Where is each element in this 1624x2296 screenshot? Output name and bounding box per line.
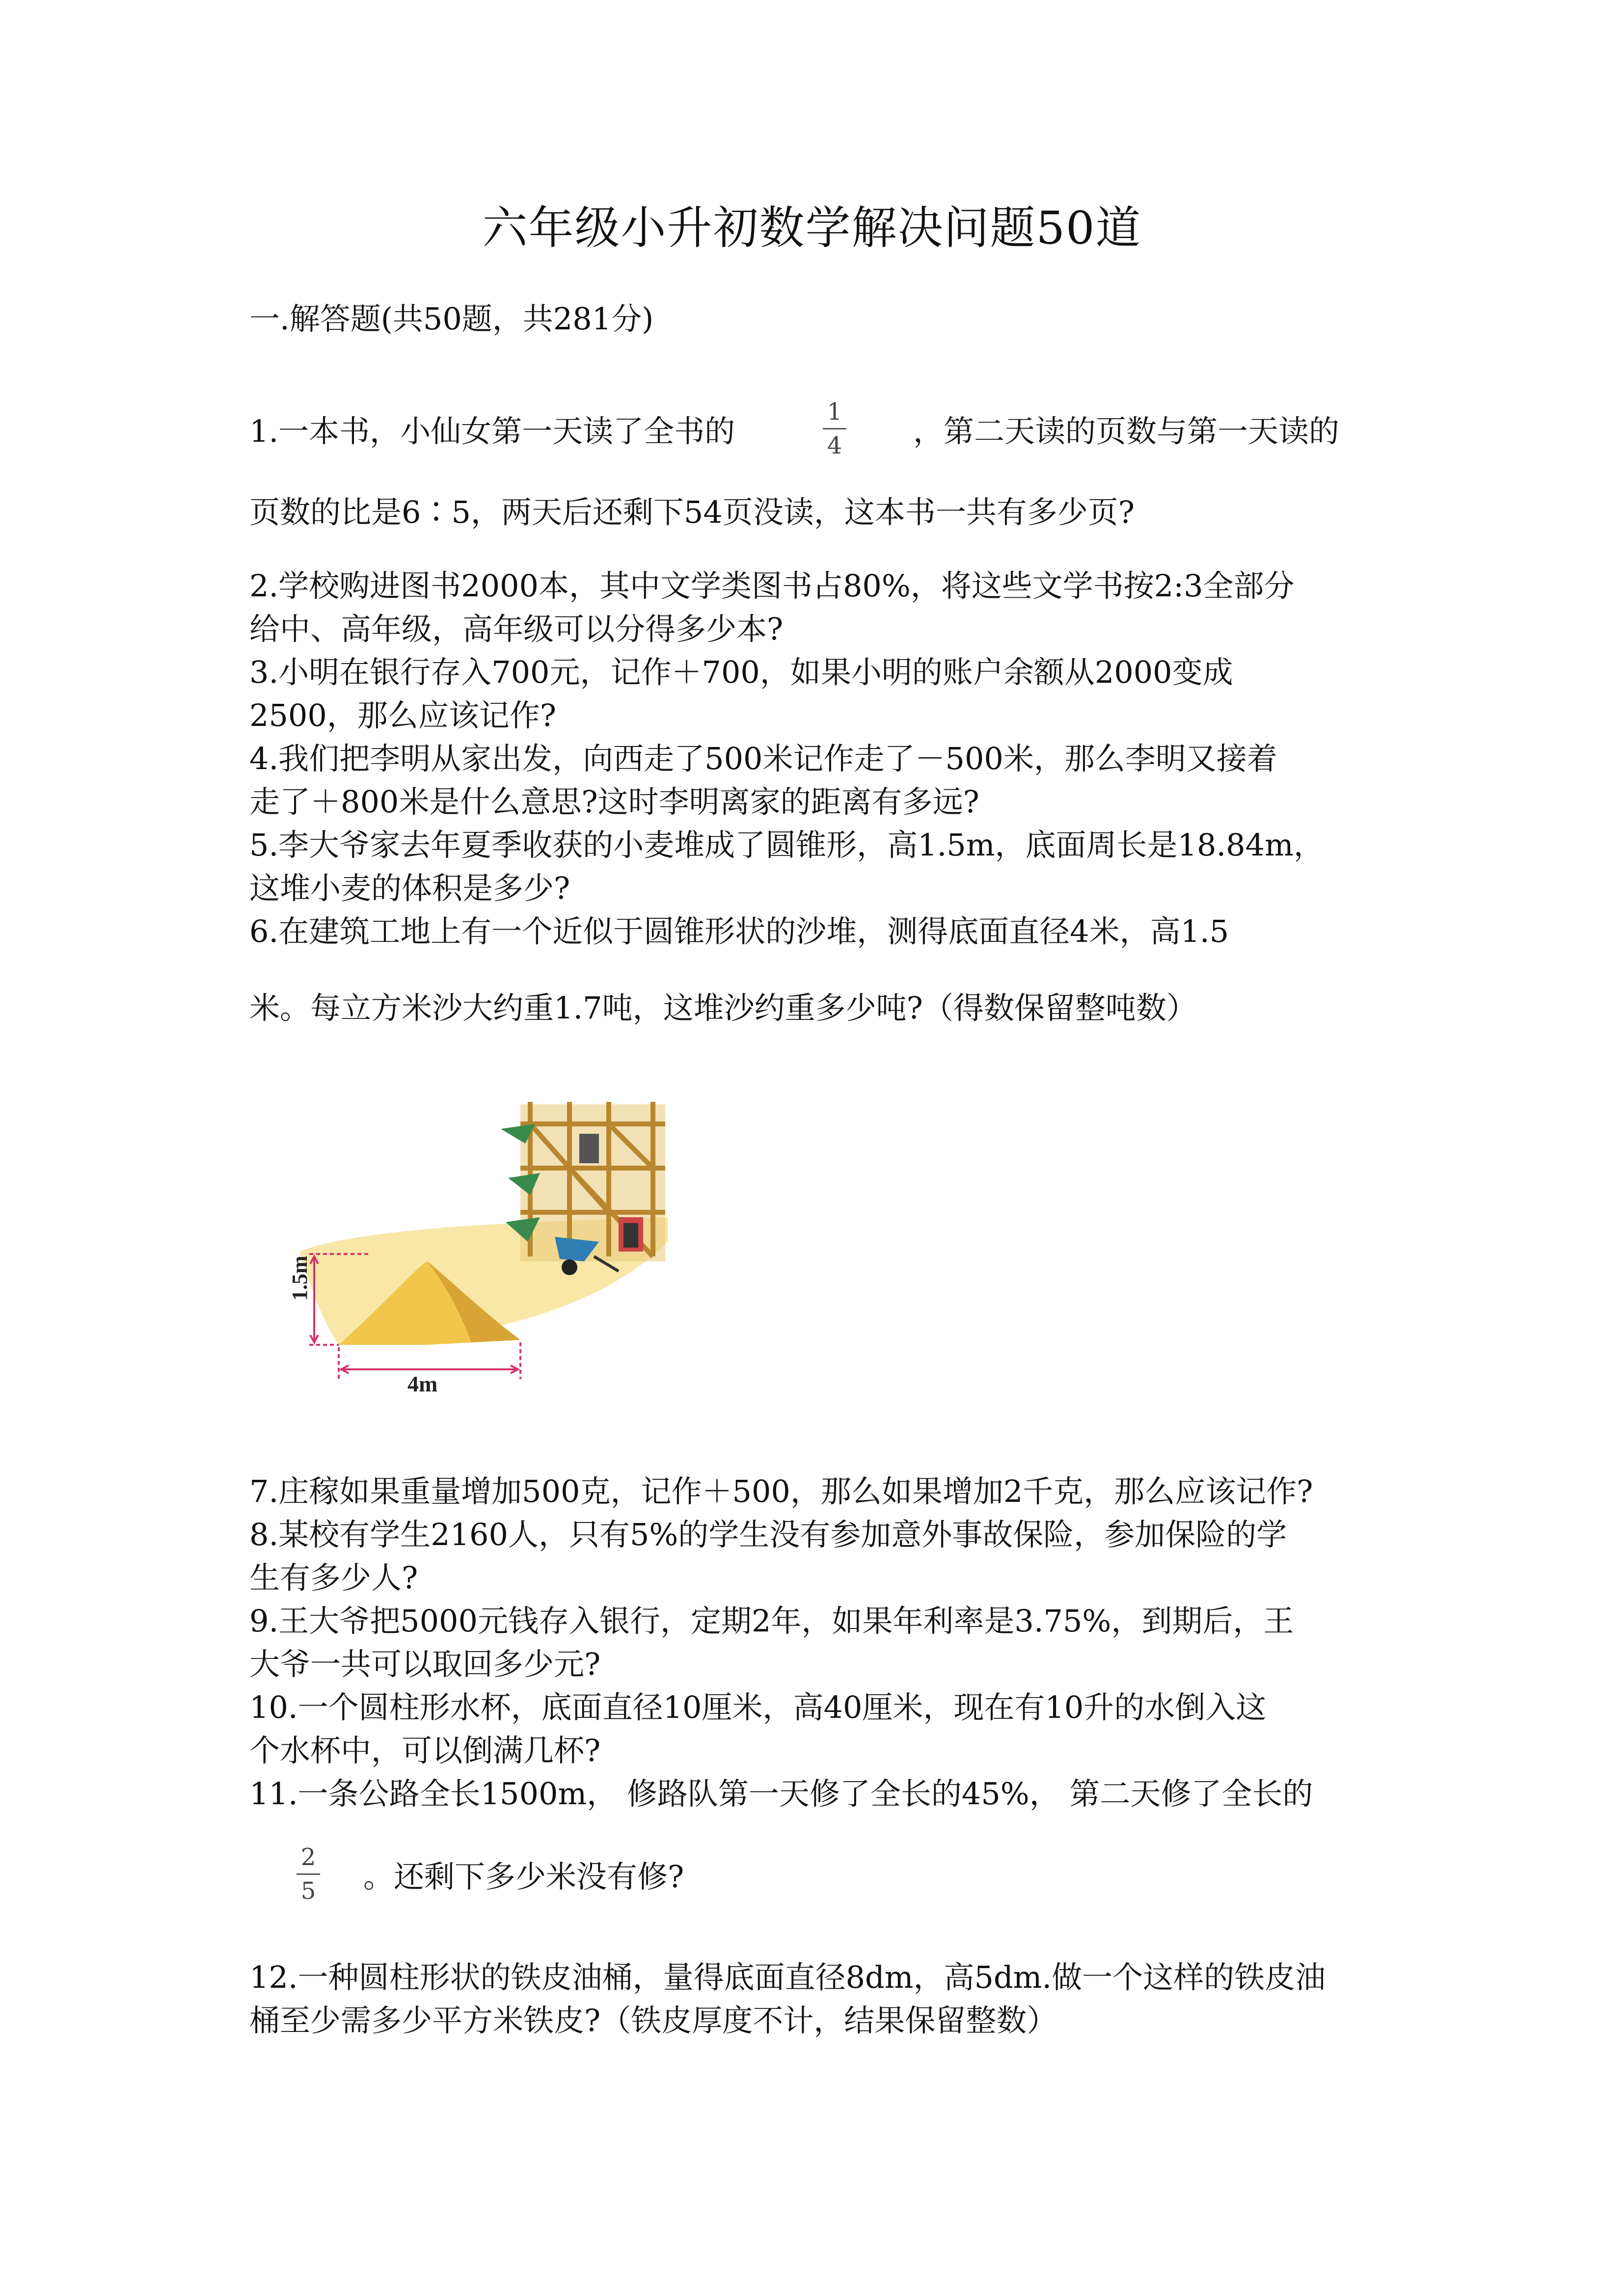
section-heading: 一.解答题(共50题，共281分)	[249, 301, 654, 337]
q4-line2: 走了＋800米是什么意思?这时李明离家的距离有多远?	[249, 784, 979, 820]
q4-line1: 4.我们把李明从家出发，向西走了500米记作走了－500米，那么李明又接着	[249, 741, 1277, 776]
q11-fraction-denominator: 5	[300, 1877, 316, 1905]
q6-line2: 米。每立方米沙大约重1.7吨，这堆沙约重多少吨?（得数保留整吨数）	[249, 990, 1197, 1026]
q11-line2-after: 。还剩下多少米没有修?	[363, 1859, 684, 1895]
q11-fraction-numerator: 2	[300, 1843, 316, 1871]
q9-line2: 大爷一共可以取回多少元?	[249, 1646, 601, 1682]
q12-line1: 12.一种圆柱形状的铁皮油桶，量得底面直径8dm，高5dm.做一个这样的铁皮油	[249, 1959, 1326, 1995]
q3-line1: 3.小明在银行存入700元，记作＋700，如果小明的账户余额从2000变成	[249, 654, 1233, 690]
q11-fraction-bar	[297, 1873, 320, 1875]
q1-fraction-numerator: 1	[827, 398, 842, 426]
q7-line1: 7.庄稼如果重量增加500克，记作＋500，那么如果增加2千克，那么应该记作?	[249, 1473, 1313, 1509]
q1-fraction-denominator: 4	[827, 432, 842, 459]
height-label: 1.5m	[288, 1255, 312, 1301]
q3-line2: 2500，那么应该记作?	[249, 697, 557, 733]
scaffolding-icon	[520, 1102, 665, 1261]
q11-line1: 11.一条公路全长1500m， 修路队第一天修了全长的45%， 第二天修了全长的	[249, 1776, 1313, 1812]
q8-line1: 8.某校有学生2160人，只有5%的学生没有参加意外事故保险，参加保险的学	[249, 1517, 1287, 1552]
q11-fraction	[294, 1843, 323, 1905]
q10-line1: 10.一个圆柱形水杯，底面直径10厘米，高40厘米，现在有10升的水倒入这	[249, 1689, 1267, 1725]
q1-fraction	[820, 398, 849, 460]
width-label: 4m	[407, 1371, 438, 1396]
q2-line2: 给中、高年级，高年级可以分得多少本?	[249, 611, 784, 647]
q2-line1: 2.学校购进图书2000本，其中文学类图书占80%，将这些文学书按2:3全部分	[249, 568, 1295, 604]
q8-line2: 生有多少人?	[249, 1560, 418, 1596]
q6-line1: 6.在建筑工地上有一个近似于圆锥形状的沙堆，测得底面直径4米，高1.5	[249, 913, 1229, 949]
q1-line1-before: 1.一本书，小仙女第一天读了全书的	[249, 413, 735, 449]
page-title: 六年级小升初数学解决问题50道	[482, 202, 1142, 254]
q10-line2: 个水杯中，可以倒满几杯?	[249, 1733, 601, 1768]
sand-pile-figure	[265, 1095, 668, 1399]
q12-line2: 桶至少需多少平方米铁皮?（铁皮厚度不计，结果保留整数）	[249, 2002, 1057, 2038]
q5-line2: 这堆小麦的体积是多少?	[249, 870, 570, 906]
q9-line1: 9.王大爷把5000元钱存入银行，定期2年，如果年利率是3.75%，到期后，王	[249, 1603, 1294, 1639]
q1-line1-after: ，第二天读的页数与第一天读的	[913, 413, 1340, 449]
q1-fraction-bar	[823, 428, 846, 429]
q1-line2: 页数的比是6∶5，两天后还剩下54页没读，这本书一共有多少页?	[249, 494, 1135, 530]
q5-line1: 5.李大爷家去年夏季收获的小麦堆成了圆锥形，高1.5m，底面周长是18.84m，	[249, 827, 1324, 863]
